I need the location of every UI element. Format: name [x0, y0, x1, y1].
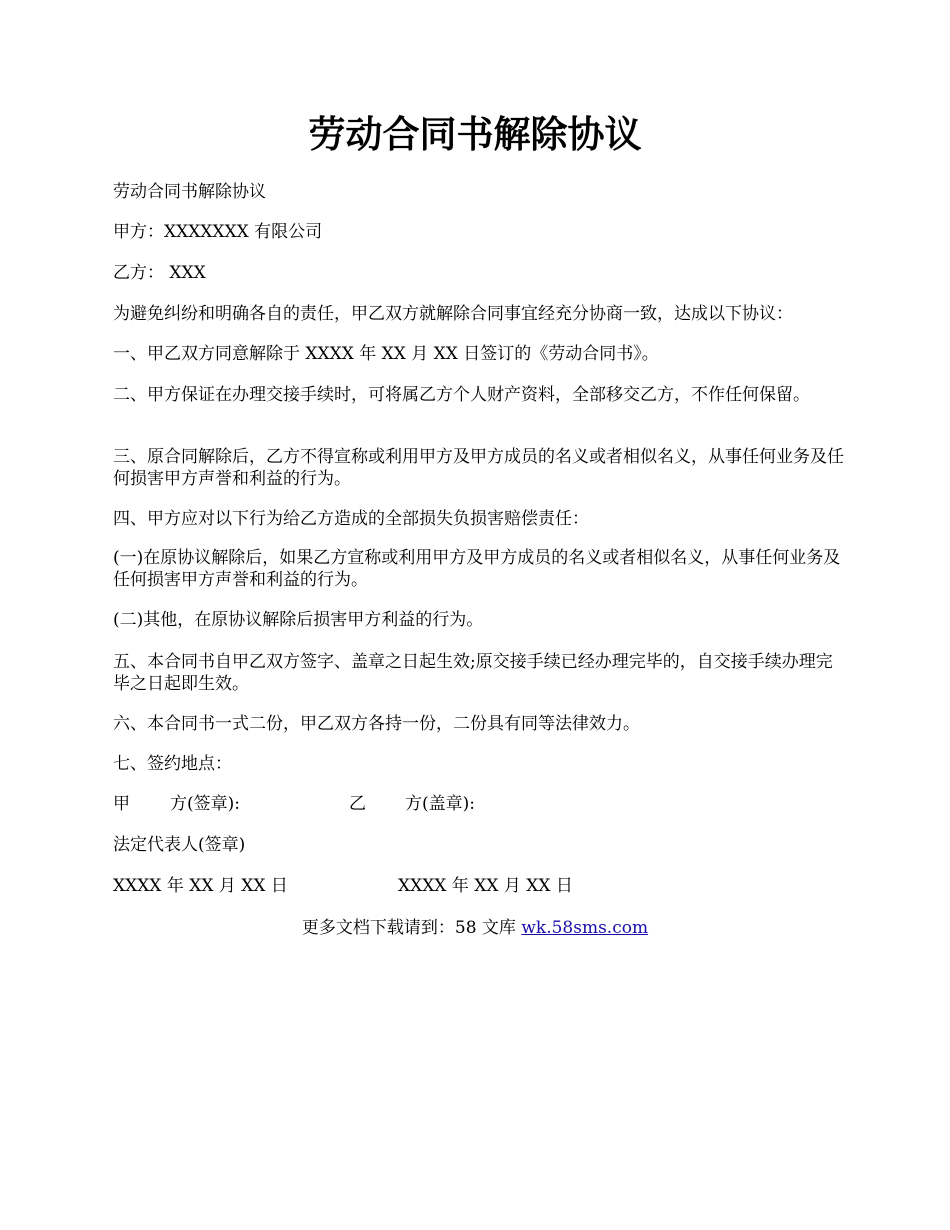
party-a-line: 甲方：XXXXXXX 有限公司	[113, 222, 323, 242]
clause-7: 七、签约地点：	[113, 754, 232, 774]
clause-4-item-1: (一)在原协议解除后，如果乙方宣称或利用甲方及甲方成员的名义或者相似名义，从事任何业务及任何损害甲方声誉和利益的行为。	[113, 548, 841, 590]
footer	[0, 917, 950, 939]
party-b-line: 乙方： XXX	[113, 263, 206, 283]
party-a-sign-date: XXXX 年 XX 月 XX 日	[113, 876, 288, 896]
footer-text: 更多文档下载请到：58 文库	[301, 918, 522, 938]
document-title: 劳动合同书解除协议	[308, 112, 642, 156]
legal-representative-label: 法定代表人(签章)	[113, 835, 246, 855]
clause-2: 二、甲方保证在办理交接手续时，可将属乙方个人财产资料，全部移交乙方，不作任何保留。	[113, 385, 810, 405]
document-subtitle: 劳动合同书解除协议	[113, 182, 266, 202]
preamble: 为避免纠纷和明确各自的责任，甲乙双方就解除合同事宜经充分协商一致，达成以下协议：	[113, 304, 793, 324]
clause-1: 一、甲乙双方同意解除于 XXXX 年 XX 月 XX 日签订的《劳动合同书》。	[113, 344, 659, 364]
party-b-seal-label-1: 乙	[349, 794, 366, 814]
party-b-sign-date: XXXX 年 XX 月 XX 日	[398, 876, 573, 896]
clause-4: 四、甲方应对以下行为给乙方造成的全部损失负损害赔偿责任：	[113, 509, 589, 529]
party-b-seal-label-2: 方(盖章):	[405, 794, 475, 814]
signature-dates-row	[113, 875, 848, 897]
footer-link[interactable]: wk.58sms.com	[521, 918, 649, 938]
clause-5: 五、本合同书自甲乙双方签字、盖章之日起生效;原交接手续已经办理完毕的，自交接手续办理完毕之日起即生效。	[113, 652, 833, 694]
party-a-sign-label-1: 甲	[113, 794, 130, 814]
party-a-sign-label-2: 方(签章):	[170, 794, 240, 814]
signature-labels-row	[113, 793, 848, 815]
clause-4-item-2: (二)其他，在原协议解除后损害甲方利益的行为。	[113, 610, 484, 630]
clause-6: 六、本合同书一式二份，甲乙双方各持一份，二份具有同等法律效力。	[113, 714, 640, 734]
clause-3: 三、原合同解除后，乙方不得宣称或利用甲方及甲方成员的名义或者相似名义，从事任何业务及任何损害甲方声誉和利益的行为。	[113, 447, 844, 489]
